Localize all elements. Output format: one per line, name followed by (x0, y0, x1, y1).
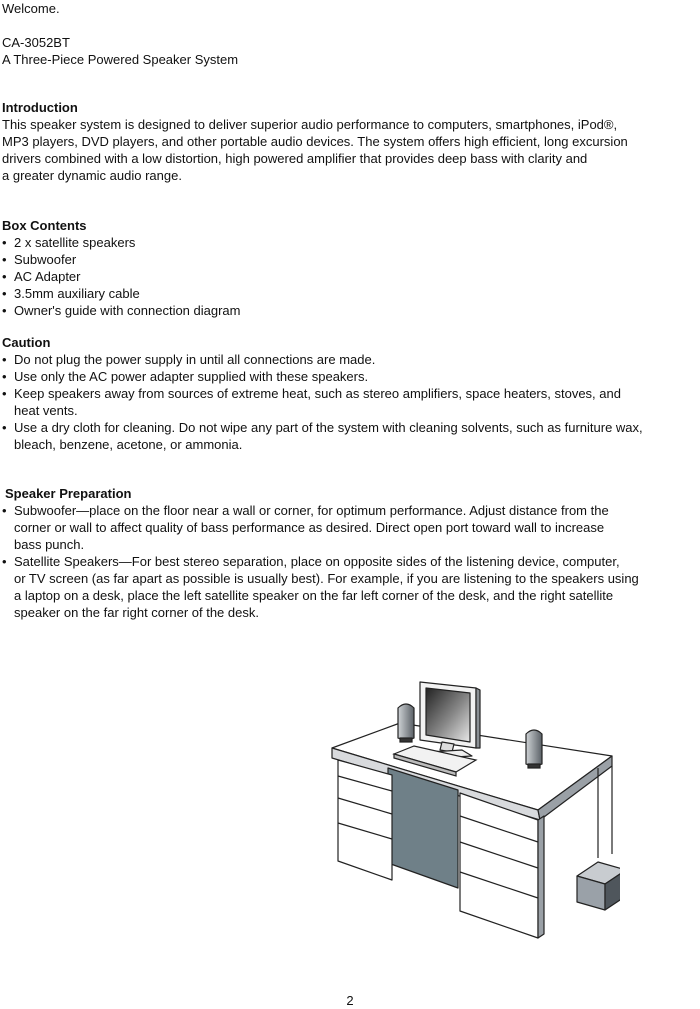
prep-line: Satellite Speakers—For best stereo separation, place on opposite sides of the listening device, computer, (14, 554, 620, 569)
list-item (2, 502, 698, 553)
introduction-line: drivers combined with a low distortion, high powered amplifier that provides deep bass with clarity and (2, 151, 588, 166)
introduction-section (2, 99, 698, 184)
introduction-line: MP3 players, DVD players, and other portable audio devices. The system offers high efficient, long excursion (2, 134, 628, 149)
caution-line: heat vents. (14, 403, 78, 418)
list-item: • AC Adapter (2, 268, 698, 285)
subwoofer (577, 862, 620, 910)
right-pedestal-side (538, 816, 544, 938)
caution-section (2, 334, 698, 453)
speaker-preparation-list (2, 502, 698, 621)
caution-heading: Caution (2, 335, 51, 350)
caution-list (2, 351, 698, 453)
speaker-base (528, 764, 540, 768)
welcome-title (2, 0, 698, 17)
caution-line: Keep speakers away from sources of extreme heat, such as stereo amplifiers, space heaters, stoves, and (14, 386, 621, 401)
prep-line: speaker on the far right corner of the desk. (14, 605, 259, 620)
list-item (2, 553, 698, 621)
prep-line: or TV screen (as far apart as possible is usually best). For example, if you are listening to the speakers using (14, 571, 639, 586)
speaker-preparation-section (2, 485, 698, 621)
prep-line: a laptop on a desk, place the left satellite speaker on the far left corner of the desk, and the right satellite (14, 588, 614, 603)
welcome-text: Welcome. (2, 1, 60, 16)
list-item: • Owner's guide with connection diagram (2, 302, 698, 319)
box-contents-list (2, 234, 698, 319)
caution-line: bleach, benzene, acetone, or ammonia. (14, 437, 243, 452)
speaker-base (400, 738, 412, 742)
speaker-preparation-heading: Speaker Preparation (5, 486, 132, 501)
introduction-line: a greater dynamic audio range. (2, 168, 182, 183)
introduction-heading: Introduction (2, 100, 78, 115)
caution-line: Use only the AC power adapter supplied with these speakers. (14, 369, 369, 384)
prep-line: corner or wall to affect quality of bass performance as desired. Direct open port toward wall to increase (14, 520, 605, 535)
desk-setup-illustration (330, 668, 620, 958)
desk (332, 723, 612, 938)
list-item: • 2 x satellite speakers (2, 234, 698, 251)
list-item (2, 351, 698, 368)
list-item: • Subwoofer (2, 251, 698, 268)
caution-line: Use a dry cloth for cleaning. Do not wipe any part of the system with cleaning solvents, such as furniture wax, (14, 420, 643, 435)
product-header (2, 34, 698, 68)
speaker-body (526, 730, 542, 766)
caution-line: Do not plug the power supply in until all connections are made. (14, 352, 376, 367)
monitor-side (476, 688, 480, 748)
speaker-body (398, 704, 414, 740)
prep-line: bass punch. (14, 537, 85, 552)
monitor-screen (426, 688, 470, 742)
introduction-line: This speaker system is designed to deliver superior audio performance to computers, smartphones, iPod®, (2, 117, 618, 132)
page-number: 2 (346, 993, 354, 1008)
left-satellite-speaker (398, 704, 414, 742)
list-item (2, 368, 698, 385)
list-item (2, 419, 698, 453)
box-contents-heading: Box Contents (2, 218, 87, 233)
product-subtitle: A Three-Piece Powered Speaker System (2, 52, 239, 67)
box-contents-section (2, 217, 698, 319)
right-satellite-speaker (526, 730, 542, 768)
list-item (2, 385, 698, 419)
list-item: • 3.5mm auxiliary cable (2, 285, 698, 302)
model-number: CA-3052BT (2, 35, 70, 50)
prep-line: Subwoofer—place on the floor near a wall or corner, for optimum performance. Adjust distance from the (14, 503, 609, 518)
